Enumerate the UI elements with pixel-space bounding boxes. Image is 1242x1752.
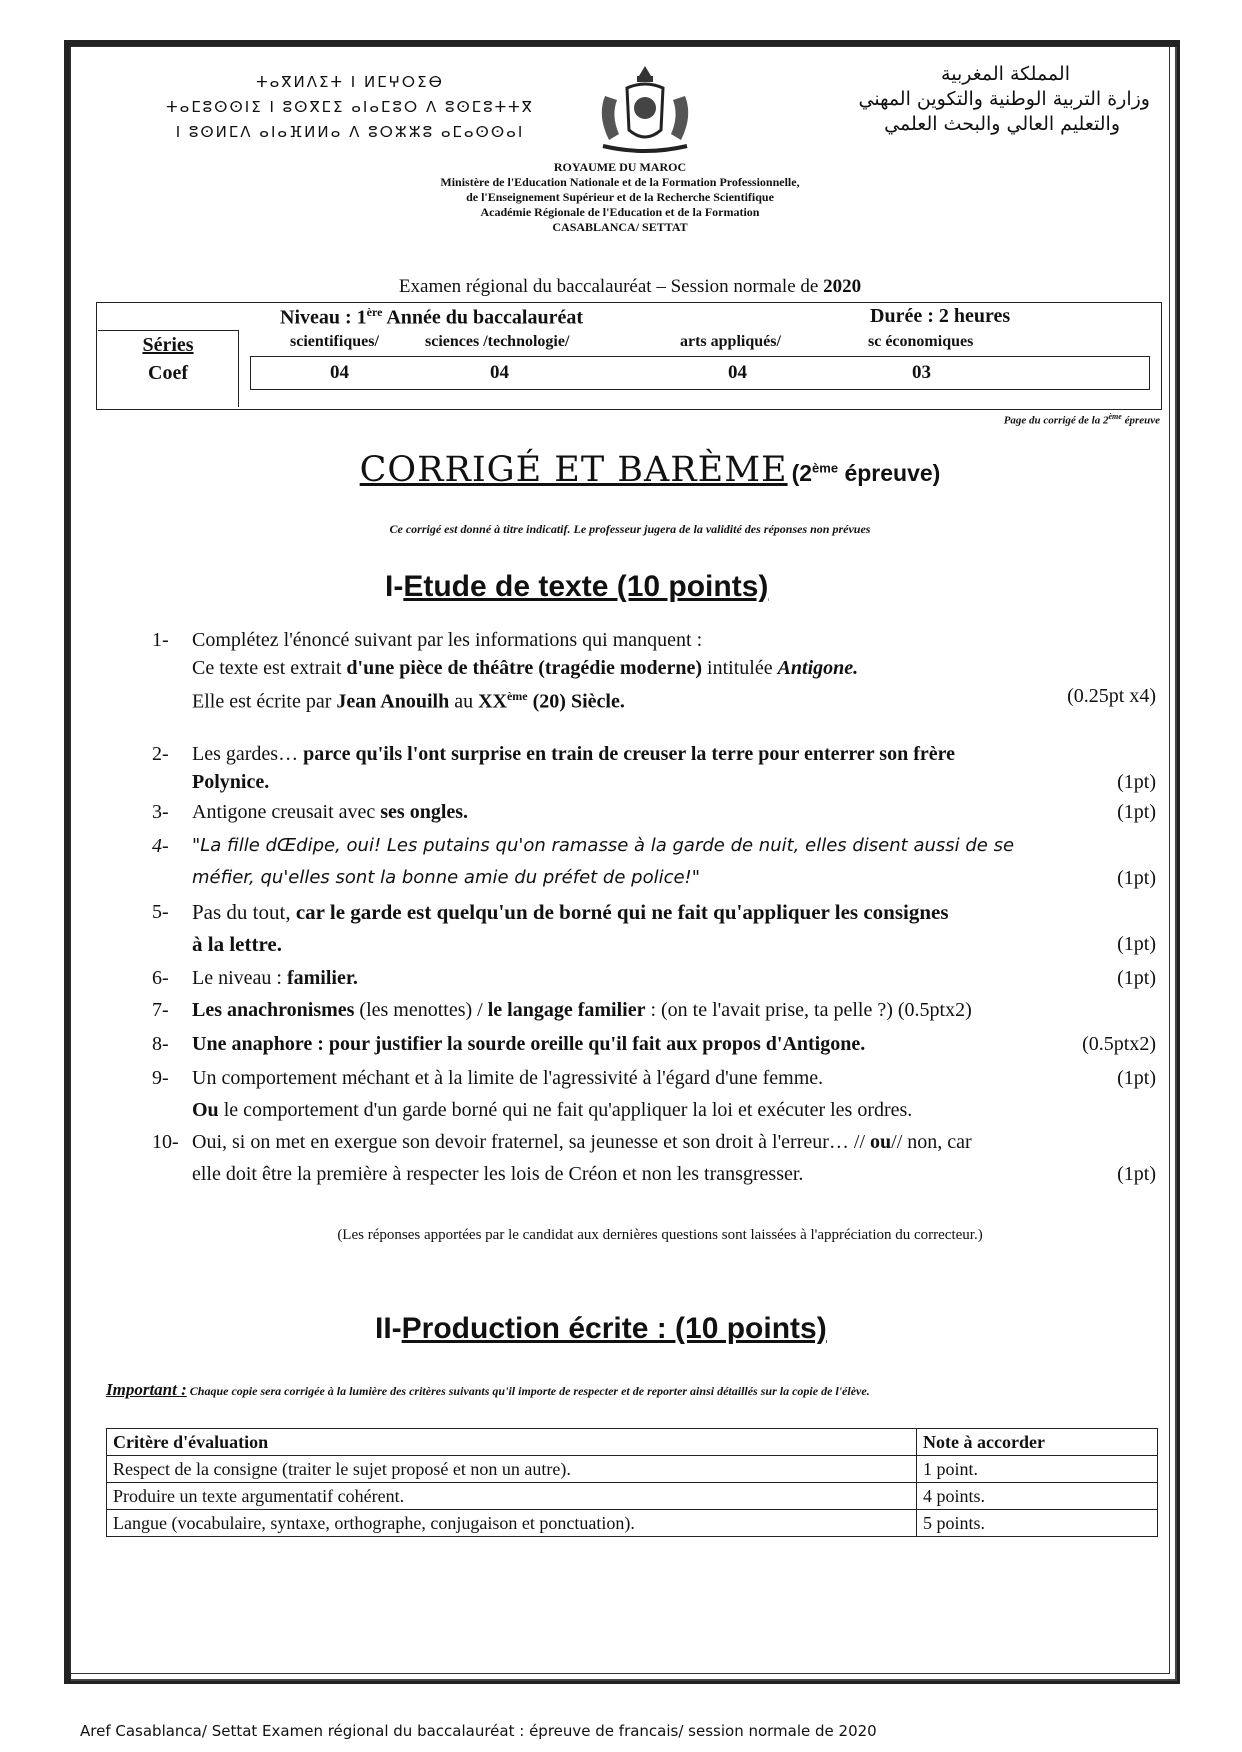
niveau-suffix: Année du baccalauréat — [382, 306, 583, 329]
sub-suffix: épreuve) — [838, 460, 941, 486]
page-note-sup: ème — [1108, 412, 1122, 421]
points: (1pt) — [1117, 933, 1156, 955]
question-text — [192, 768, 1152, 796]
ministry-line: CASABLANCA/ SETTAT — [552, 220, 688, 234]
coef-value: 04 — [490, 362, 509, 383]
text-run: Pas du tout, — [192, 900, 296, 924]
arabic-line: وزارة التربية الوطنية والتكوين المهني — [858, 88, 1150, 110]
table-cell: 1 point. — [917, 1456, 1158, 1483]
ministry-line: Académie Régionale de l'Education et de la Formation — [480, 205, 760, 219]
question-number: 5- — [152, 901, 169, 923]
answer-run: Antigone. — [777, 657, 859, 679]
question-number: 7- — [152, 999, 169, 1021]
answer-run: Les anachronismes — [192, 999, 355, 1021]
ministry-line: de l'Enseignement Supérieur et de la Recherche Scientifique — [466, 190, 774, 204]
series-label: Séries — [142, 334, 194, 356]
question-text — [192, 740, 1152, 768]
important-label: Important : — [106, 1380, 187, 1399]
part1-prefix: I- — [385, 570, 404, 603]
text-run: : (on te l'avait prise, ta pelle ?) (0.5ptx2) — [645, 999, 972, 1021]
royal-emblem-icon — [585, 60, 705, 160]
series-item: sciences /technologie/ — [425, 333, 570, 350]
question-text — [192, 1096, 1152, 1124]
part2-title-text: Production écrite : (10 points) — [401, 1312, 827, 1345]
text-run: Elle est écrite par — [192, 690, 337, 713]
column-header: Critère d'évaluation — [107, 1429, 917, 1456]
series-item: arts appliqués/ — [680, 333, 781, 350]
text-run: Le niveau : — [192, 967, 287, 989]
question-number: 1- — [152, 629, 169, 651]
important-text: Chaque copie sera corrigée à la lumière des critères suivants qu'il importe de respecter et de reporter ainsi détaillés sur la copie de l'élève. — [186, 1384, 870, 1398]
question-number: 9- — [152, 1067, 169, 1089]
niveau-label — [280, 305, 583, 330]
duree-label: Durée : 2 heures — [870, 305, 1011, 327]
question-number: 6- — [152, 967, 169, 989]
sub-sup: ème — [812, 460, 839, 476]
question-text — [192, 898, 1152, 926]
text-run: (les menottes) / — [354, 999, 488, 1021]
ministry-line: Ministère de l'Education Nationale et de la Formation Professionnelle, — [440, 175, 800, 189]
grader-note: (Les réponses apportées par le candidat aux dernières questions sont laissées à l'appréciation du correcteur.) — [337, 1227, 983, 1243]
answer-run: XX — [478, 690, 507, 713]
question-number: 4- — [152, 835, 169, 857]
coef-value: 04 — [330, 362, 349, 383]
ministry-line: ROYAUME DU MAROC — [553, 160, 687, 174]
question-text: Complétez l'énoncé suivant par les informations qui manquent : — [192, 629, 703, 651]
quote-text: méfier, qu'elles sont la bonne amie du préfet de police!" — [192, 867, 701, 888]
points: (1pt) — [1117, 801, 1156, 823]
main-title — [300, 450, 1000, 490]
series-item: sc économiques — [868, 333, 974, 350]
points: (1pt) — [1117, 1067, 1156, 1089]
question-number: 10- — [152, 1131, 179, 1153]
answer-run: le langage familier — [487, 999, 646, 1021]
question-text — [192, 930, 1152, 958]
part1-title — [385, 570, 768, 604]
criteria-table — [106, 1428, 1158, 1537]
table-row — [107, 1483, 1158, 1510]
question-text — [192, 964, 1152, 992]
niveau-prefix: Niveau : 1 — [280, 306, 367, 329]
part2-prefix: II- — [375, 1312, 402, 1345]
answer-run: familier. — [286, 967, 358, 989]
answer-run: Jean Anouilh — [336, 690, 450, 713]
answer-run: d'une pièce de théâtre (tragédie moderne) — [346, 657, 703, 679]
part2-title — [375, 1312, 827, 1346]
main-title-sub — [792, 460, 941, 486]
question-number: 8- — [152, 1033, 169, 1055]
question-text — [192, 654, 1152, 682]
question-number: 3- — [152, 801, 169, 823]
question-text — [192, 798, 1152, 826]
table-cell: Langue (vocabulaire, syntaxe, orthographe, conjugaison et ponctuation). — [107, 1510, 917, 1537]
answer-sup: ème — [506, 689, 528, 703]
table-header-row — [107, 1429, 1158, 1456]
tifinagh-line: ⵏ ⵓⵙⵍⵎⴷ ⴰⵏⴰⴼⵍⵍⴰ ⴷ ⵓⵔⵣⵣⵓ ⴰⵎⴰⵙⵙⴰⵏ — [175, 123, 525, 141]
exam-year: 2020 — [823, 276, 862, 297]
points: (0.25pt x4) — [1067, 685, 1156, 707]
page-note-prefix: Page du corrigé de la 2 — [1003, 414, 1109, 427]
sub-prefix: (2 — [791, 460, 813, 486]
coef-box — [250, 356, 1150, 390]
page-note — [850, 412, 1160, 427]
answer-run: ses ongles. — [380, 801, 469, 823]
arabic-line: المملكة المغربية — [941, 63, 1070, 85]
part1-title-text: Etude de texte (10 points) — [403, 570, 769, 603]
question-number: 2- — [152, 743, 169, 765]
exam-title-text: Examen régional du baccalauréat – Session normale de — [398, 276, 824, 297]
text-run: Oui, si on met en exergue son devoir fraternel, sa jeunesse et son droit à l'erreur… // — [192, 1131, 871, 1153]
column-header: Note à accorder — [917, 1429, 1158, 1456]
question-text — [192, 682, 1152, 716]
main-title-text: CORRIGÉ ET BARÈME — [359, 450, 788, 490]
quote-text: "La fille dŒdipe, oui! Les putains qu'on ramasse à la garde de nuit, elles disent aussi de se — [192, 835, 1015, 856]
points: (1pt) — [1117, 867, 1156, 889]
table-row — [107, 1456, 1158, 1483]
niveau-sup: ère — [366, 305, 383, 319]
answer-run: Ou — [192, 1099, 219, 1121]
answer-run: car le garde est quelqu'un de borné qui ne fait qu'appliquer les consignes — [295, 900, 949, 924]
coef-value: 04 — [728, 362, 747, 383]
table-cell: 5 points. — [917, 1510, 1158, 1537]
coef-label: Coef — [148, 362, 188, 384]
tifinagh-line: ⵜⴰⴳⵍⴷⵉⵜ ⵏ ⵍⵎⵖⵔⵉⴱ — [256, 73, 444, 91]
coef-value: 03 — [912, 362, 931, 383]
text-run: le comportement d'un garde borné qui ne fait qu'appliquer la loi et exécuter les ordres. — [218, 1099, 913, 1121]
page-note-suffix: épreuve — [1121, 414, 1160, 427]
points: (1pt) — [1117, 771, 1156, 793]
question-text: elle doit être la première à respecter les lois de Créon et non les transgresser. — [192, 1163, 804, 1185]
answer-run: ou — [870, 1131, 892, 1153]
tifinagh-header — [130, 70, 570, 145]
points: (1pt) — [1117, 967, 1156, 989]
text-run: Ce texte est extrait — [192, 657, 347, 679]
text-run: Antigone creusait avec — [192, 801, 381, 823]
answer-run: (20) Siècle. — [527, 690, 625, 713]
answer-run: parce qu'ils l'ont surprise en train de creuser la terre pour enterrer son frère — [303, 743, 956, 765]
text-run: au — [449, 690, 479, 713]
ministry-block — [300, 160, 940, 235]
question-text — [192, 1128, 1152, 1156]
table-cell: 4 points. — [917, 1483, 1158, 1510]
question-text: Un comportement méchant et à la limite de l'agressivité à l'égard d'une femme. — [192, 1067, 824, 1089]
arabic-line: والتعليم العالي والبحث العلمي — [884, 113, 1120, 135]
table-cell: Respect de la consigne (traiter le sujet proposé et non un autre). — [107, 1456, 917, 1483]
tifinagh-line: ⵜⴰⵎⵓⵙⵙⵏⵉ ⵏ ⵓⵙⴳⵎⵉ ⴰⵏⴰⵎⵓⵔ ⴷ ⵓⵙⵎⵓⵜⵜⴳ — [166, 98, 534, 116]
arabic-header — [730, 62, 1150, 137]
question-text — [192, 996, 1152, 1024]
answer-run: Une anaphore : pour justifier la sourde oreille qu'il fait aux propos d'Antigone. — [192, 1033, 866, 1055]
text-run: // non, car — [891, 1131, 972, 1153]
question-text — [192, 1030, 1152, 1058]
points: (0.5ptx2) — [1082, 1033, 1156, 1055]
table-cell: Produire un texte argumentatif cohérent. — [107, 1483, 917, 1510]
indicative-note: Ce corrigé est donné à titre indicatif. Le professeur jugera de la validité des réponses non prévues — [389, 522, 871, 536]
important-note — [106, 1380, 1166, 1400]
exam-title — [330, 276, 930, 298]
series-item: scientifiques/ — [290, 333, 379, 350]
answer-run: à la lettre. — [192, 932, 282, 956]
text-run: Les gardes… — [192, 743, 304, 765]
page-footer: Aref Casablanca/ Settat Examen régional du baccalauréat : épreuve de francais/ session normale de 2020 — [80, 1722, 877, 1740]
answer-run: Polynice. — [192, 771, 270, 793]
points: (1pt) — [1117, 1163, 1156, 1185]
text-run: intitulée — [702, 657, 778, 679]
table-row — [107, 1510, 1158, 1537]
